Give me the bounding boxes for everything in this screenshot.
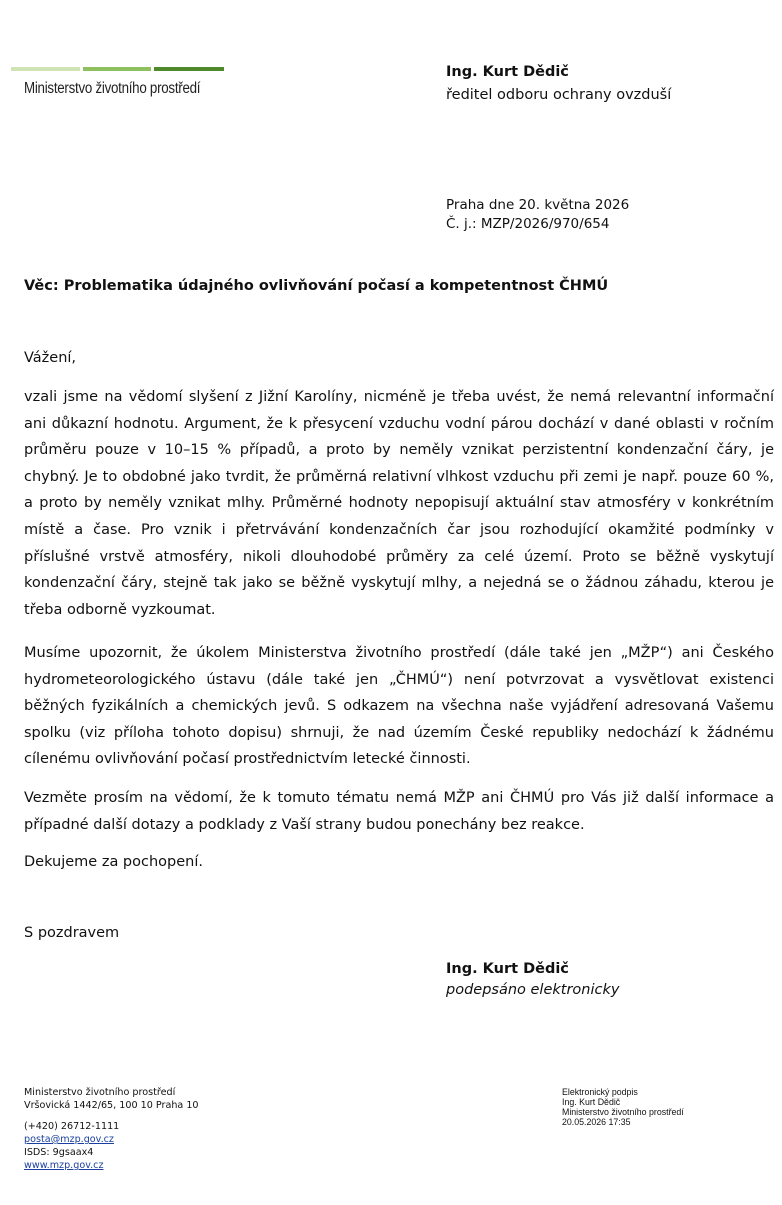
body-paragraph-4: Dekujeme za pochopení. (24, 854, 203, 870)
footer-email-link[interactable]: posta@mzp.gov.cz (24, 1134, 114, 1145)
closing: S pozdravem (24, 925, 120, 941)
signature-note: podepsáno elektronicky (446, 982, 620, 998)
footer-phone: (+420) 26712-1111 (24, 1121, 120, 1132)
footer-org: Ministerstvo životního prostředí (24, 1087, 176, 1098)
esig-timestamp: 20.05.2026 17:35 (562, 1117, 631, 1127)
logo-bar-medium (83, 67, 151, 71)
footer-address: Vršovická 1442/65, 100 10 Praha 10 (24, 1100, 199, 1111)
sender-name: Ing. Kurt Dědič (446, 64, 569, 80)
esig-signer: Ing. Kurt Dědič (562, 1097, 621, 1107)
body-paragraph-3: Vezměte prosím na vědomí, že k tomuto tématu nemá MŽP ani ČHMÚ pro Vás již další informace a případné další dotazy a podklady z Vaší strany budou ponechány bez reakce. (24, 790, 774, 833)
logo-bar-light (11, 67, 80, 71)
place-date: Praha dne 20. května 2026 (446, 197, 630, 213)
signature-name: Ing. Kurt Dědič (446, 961, 569, 977)
body-paragraph-1: vzali jsme na vědomí slyšení z Jižní Karolíny, nicméně je třeba uvést, že nemá relevantní informační ani důkazní hodnotu. Argument, že k přesycení vzduchu vodní párou dochází v dané oblasti v ročním průměru pouze v 10–15 % případů, a proto by neměly vznikat perzistentní kondenzační čáry, je chybný. Je to obdobné jako tvrdit, že průměrná relativní vlhkost vzduchu při zemi je např. pouze 60 %, a proto by neměly vznikat mlhy. Průměrné hodnoty nepopisují aktuální stav atmosféry v konkrétním místě a čase. Pro vznik i přetrvávání kondenzačních čar jsou rozhodující okamžité podmínky v příslušné vrstvě atmosféry, nikoli dlouhodobé průměry za celé území. Proto se běžně vyskytují kondenzační čáry, stejně tak jako se běžně vyskytují mlhy, a nejedná se o žádnou záhadu, kterou je třeba odborně vyzkoumat. (24, 389, 774, 618)
letter-subject: Věc: Problematika údajného ovlivňování počasí a kompetentnost ČHMÚ (24, 278, 609, 294)
ministry-logo-text: Ministerstvo životního prostředí (24, 80, 201, 97)
salutation: Vážení, (24, 350, 77, 366)
footer-web-link[interactable]: www.mzp.gov.cz (24, 1160, 104, 1171)
esig-org: Ministerstvo životního prostředí (562, 1107, 684, 1117)
reference-number: Č. j.: MZP/2026/970/654 (446, 216, 610, 232)
esig-title: Elektronický podpis (562, 1087, 638, 1097)
logo-bar-dark (154, 67, 224, 71)
footer-isds: ISDS: 9gsaax4 (24, 1147, 94, 1158)
sender-role: ředitel odboru ochrany ovzduší (446, 87, 672, 103)
body-paragraph-2: Musíme upozornit, že úkolem Ministerstva životního prostředí (dále také jen „MŽP“) ani Českého hydrometeorologického ústavu (dále také jen „ČHMÚ“) není potvrzovat a vysvětlovat existenci běžných fyzikálních a chemických jevů. S odkazem na všechna naše vyjádření adresovaná Vašemu spolku (viz příloha tohoto dopisu) shrnuji, že nad územím České republiky nedochází k žádnému cílenému ovlivňování počasí prostřednictvím letecké činnosti. (24, 645, 774, 768)
